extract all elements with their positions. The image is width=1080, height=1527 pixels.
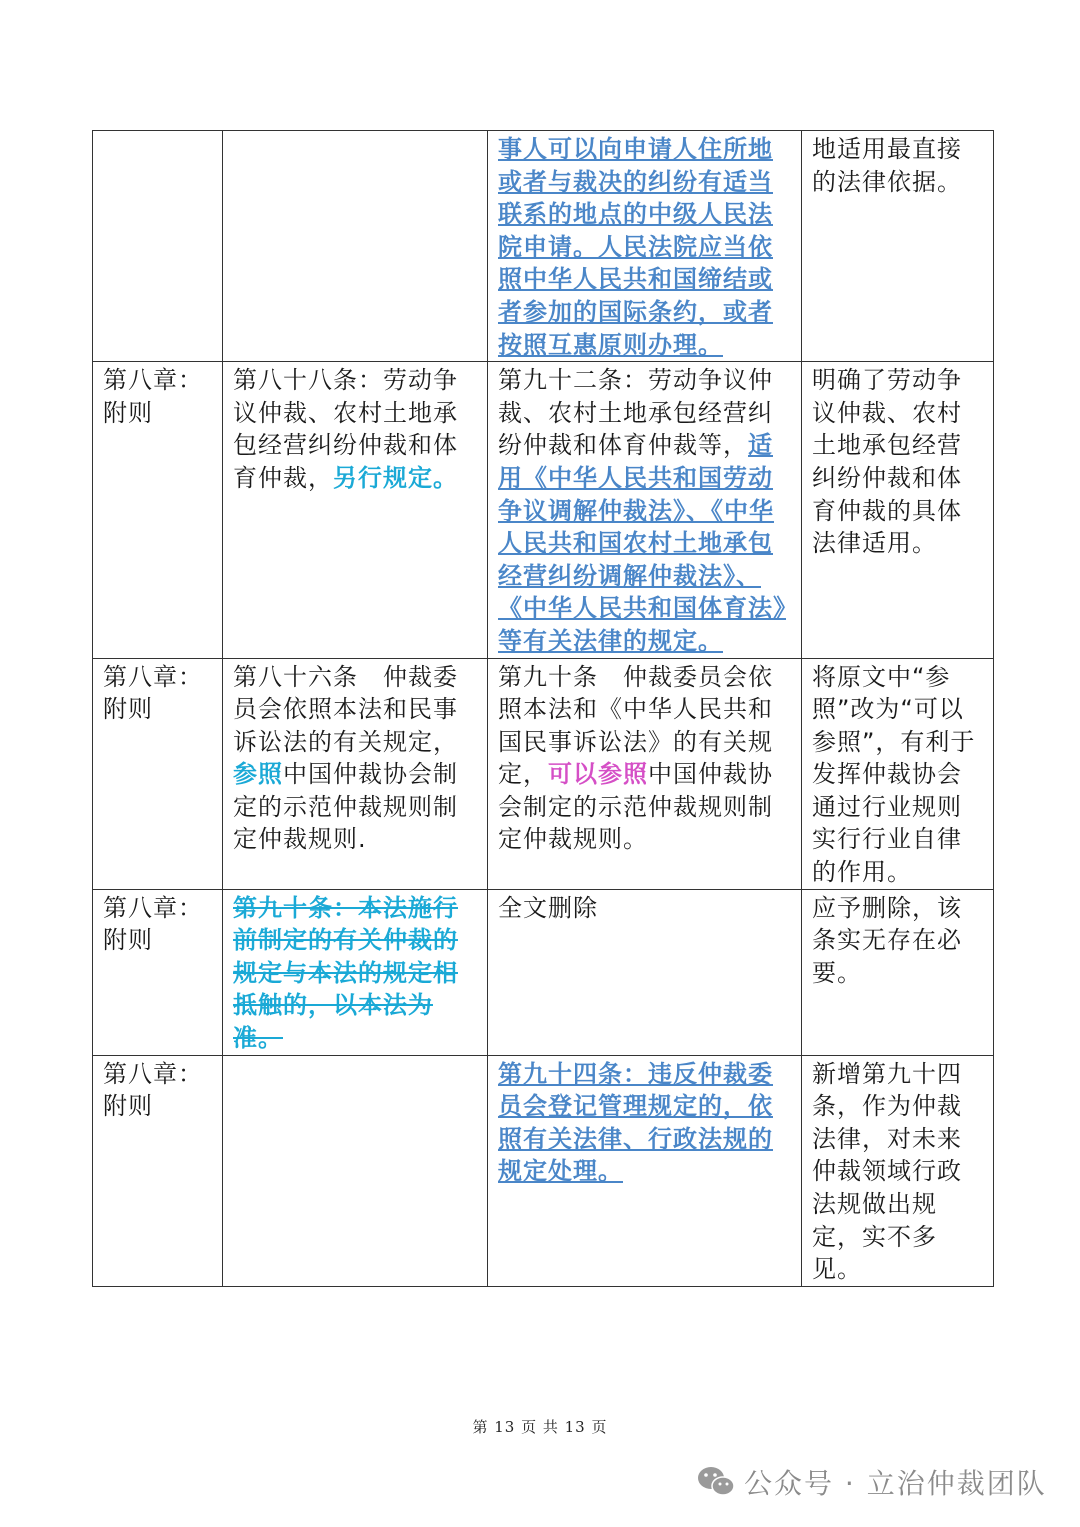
original-cell — [223, 1055, 488, 1286]
text-run: 第八十六条 仲裁委员会依照本法和民事诉讼法的有关规定， — [233, 662, 458, 756]
revised-cell — [488, 658, 802, 889]
text-run: 全文删除 — [498, 893, 598, 922]
text-run: 第九十二条：劳动争议仲裁、农村土地承包经营纠纷仲裁和体育仲裁等， — [498, 366, 773, 460]
original-cell — [223, 658, 488, 889]
table-row — [93, 131, 994, 362]
text-run: 适用《中华人民共和国劳动争议调解仲裁法》、《中华人民共和国农村土地承包经营纠纷调解仲裁法》、《中华人民共和国体育法》等有关法律的规定。 — [498, 431, 786, 655]
note-text: 将原文中“参照”改为“可以参照”，有利于发挥仲裁协会通过行业规则实行行业自律的作用。 — [812, 662, 976, 887]
table-row — [93, 1055, 994, 1286]
watermark-text: 公众号 · 立治仲裁团队 — [744, 1467, 1047, 1500]
original-cell — [223, 889, 488, 1055]
note-text: 明确了劳动争议仲裁、农村土地承包经营纠纷仲裁和体育仲裁的具体法律适用。 — [812, 366, 962, 558]
chapter-cell — [93, 131, 223, 362]
chapter-cell — [93, 889, 223, 1055]
chapter-text: 第八章：附则 — [103, 366, 203, 427]
note-text: 新增第九十四条，作为仲裁法律，对未来仲裁领域行政法规做出规定，实不多见。 — [812, 1059, 962, 1284]
revised-cell — [488, 889, 802, 1055]
chapter-cell — [93, 658, 223, 889]
text-run: 另行规定。 — [333, 463, 458, 492]
chapter-cell — [93, 362, 223, 658]
note-cell — [802, 362, 994, 658]
note-text: 应予删除，该条实无存在必要。 — [812, 893, 962, 987]
text-run: 中国仲裁协会制定的示范仲裁规则制定仲裁规则。 — [498, 760, 773, 854]
table-row — [93, 658, 994, 889]
note-cell — [802, 658, 994, 889]
text-run: 事人可以向申请人住所地或者与裁决的纠纷有适当联系的地点的中级人民法院申请。人民法院应当依照中华人民共和国缔结或者参加的国际条约，或者按照互惠原则办理。 — [498, 135, 773, 359]
note-text: 地适用最直接的法律依据。 — [812, 135, 962, 196]
text-run: 参照 — [233, 760, 283, 789]
wechat-icon — [696, 1465, 736, 1499]
chapter-text: 第八章：附则 — [103, 1059, 203, 1121]
text-run: 第九十条 仲裁委员会依照本法和《中华人民共和国民事诉讼法》的有关规定， — [498, 662, 773, 789]
table-row — [93, 889, 994, 1055]
chapter-text: 第八章：附则 — [103, 893, 203, 955]
text-run: 第九十条：本法施行前制定的有关仲裁的规定与本法的规定相抵触的，以本法为准。 — [233, 893, 458, 1053]
comparison-table — [92, 130, 994, 1287]
revised-cell — [488, 1055, 802, 1286]
revised-cell — [488, 131, 802, 362]
original-cell — [223, 131, 488, 362]
text-run: 中国仲裁协会制定的示范仲裁规则制定仲裁规则. — [233, 760, 458, 854]
note-cell — [802, 1055, 994, 1286]
text-run: 第九十四条：违反仲裁委员会登记管理规定的，依照有关法律、行政法规的规定处理。 — [498, 1059, 773, 1186]
note-cell — [802, 889, 994, 1055]
text-run: 第八十八条：劳动争议仲裁、农村土地承包经营纠纷仲裁和体育仲裁， — [233, 366, 458, 492]
watermark — [696, 1460, 1047, 1504]
chapter-text: 第八章：附则 — [103, 662, 203, 724]
page-footer: 第 13 页 共 13 页 — [472, 1418, 608, 1436]
revised-cell — [488, 362, 802, 658]
text-run: 可以参照 — [548, 760, 648, 789]
note-cell — [802, 131, 994, 362]
table-row — [93, 362, 994, 658]
original-cell — [223, 362, 488, 658]
chapter-cell — [93, 1055, 223, 1286]
